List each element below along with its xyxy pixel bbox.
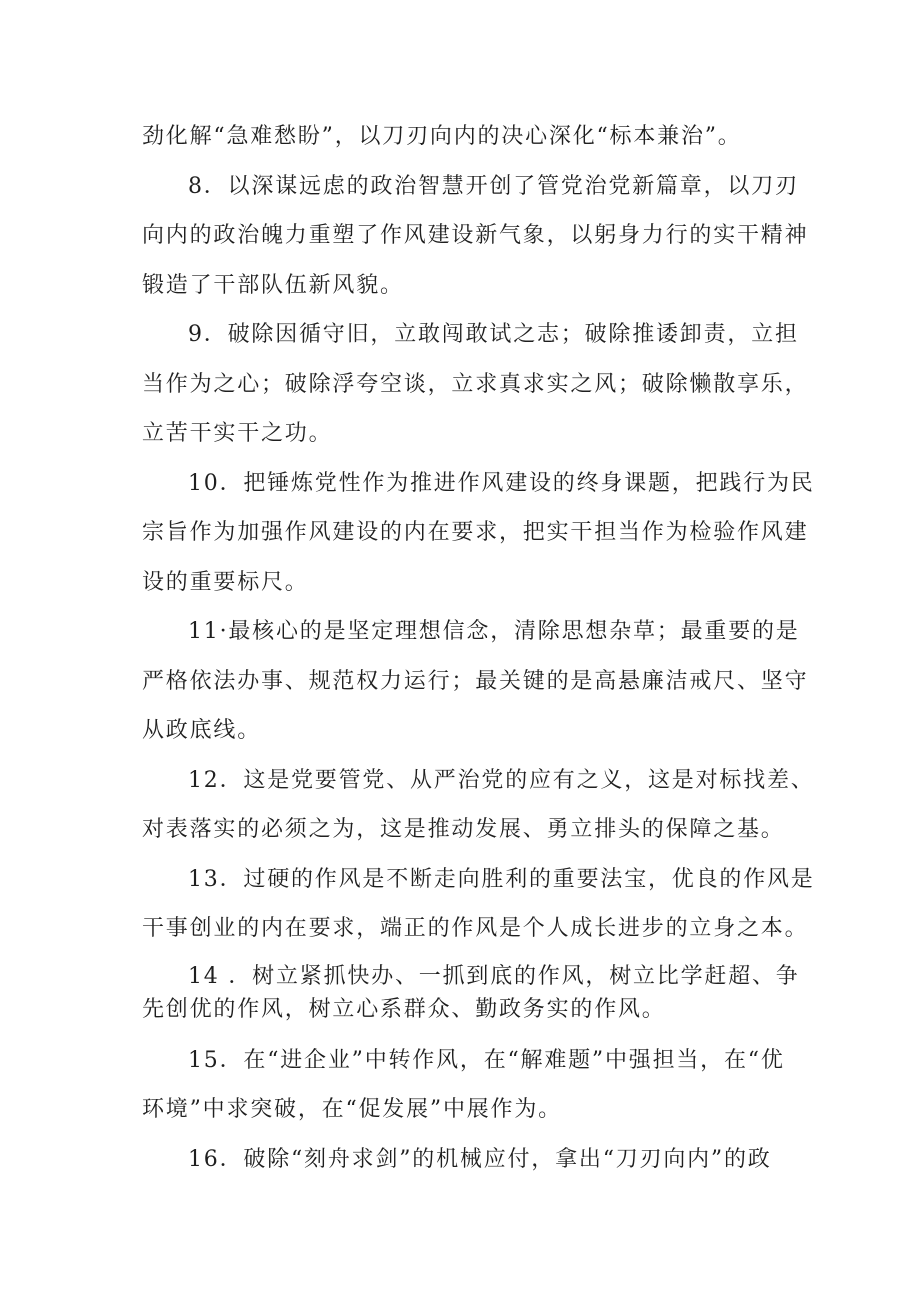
text-line: 15．在“进企业”中转作风，在“解难题”中强担当，在“优 bbox=[188, 1047, 785, 1073]
text-line: 16．破除“刻舟求剑”的机械应付，拿出“刀刃向内”的政 bbox=[188, 1146, 772, 1172]
paragraph-13 bbox=[142, 855, 815, 954]
paragraph-12 bbox=[142, 756, 815, 855]
text-line: 锻造了干部队伍新风貌。 bbox=[142, 272, 404, 298]
text-line: 劲化解“急难愁盼”，以刀刃向内的决心深化“标本兼治”。 bbox=[142, 124, 742, 149]
paragraph-14 bbox=[142, 960, 800, 1026]
text-line: 当作为之心；破除浮夸空谈，立求真求实之风；破除懒散享乐， bbox=[142, 371, 809, 397]
text-line: 严格依法办事、规范权力运行；最关键的是高悬廉洁戒尺、坚守 bbox=[142, 668, 809, 694]
text-line: 设的重要标尺。 bbox=[142, 569, 309, 595]
text-line: 8．以深谋远虑的政治智慧开创了管党治党新篇章，以刀刃 bbox=[188, 173, 799, 199]
paragraph-7-continued bbox=[142, 112, 792, 162]
text-line: 对表落实的必须之为，这是推动发展、勇立排头的保障之基。 bbox=[142, 817, 785, 842]
paragraph-8 bbox=[142, 162, 809, 311]
text-line: 11·最核心的是坚定理想信念，清除思想杂草；最重要的是 bbox=[188, 619, 800, 644]
document-body bbox=[142, 112, 815, 1184]
paragraph-15 bbox=[142, 1036, 792, 1135]
text-line: 从政底线。 bbox=[142, 718, 262, 743]
text-line: 9．破除因循守旧，立敢闯敢试之志；破除推诿卸责，立担 bbox=[188, 322, 799, 347]
text-line: 先创优的作风，树立心系群众、勤政务实的作风。 bbox=[142, 996, 666, 1022]
paragraph-9 bbox=[142, 310, 809, 459]
text-line: 10．把锤炼党性作为推进作风建设的终身课题，把践行为民 bbox=[188, 470, 815, 496]
paragraph-16 bbox=[142, 1135, 792, 1185]
text-line: 12．这是党要管党、从严治党的应有之义，这是对标找差、 bbox=[188, 767, 815, 793]
text-line: 环境”中求突破，在“促发展”中展作为。 bbox=[142, 1097, 562, 1122]
text-line: 宗旨作为加强作风建设的内在要求，把实干担当作为检验作风建 bbox=[142, 520, 809, 545]
paragraph-10 bbox=[142, 459, 815, 608]
text-line: 立苦干实干之功。 bbox=[142, 421, 333, 446]
text-line: 13．过硬的作风是不断走向胜利的重要法宝，优良的作风是 bbox=[188, 866, 815, 892]
text-line: 干事创业的内在要求，端正的作风是个人成长进步的立身之本。 bbox=[142, 916, 809, 941]
text-line: 向内的政治魄力重塑了作风建设新气象，以躬身力行的实干精神 bbox=[142, 223, 809, 248]
paragraph-11 bbox=[142, 607, 809, 756]
text-line: 14 ．树立紧抓快办、一抓到底的作风，树立比学赶超、争 bbox=[188, 963, 800, 989]
